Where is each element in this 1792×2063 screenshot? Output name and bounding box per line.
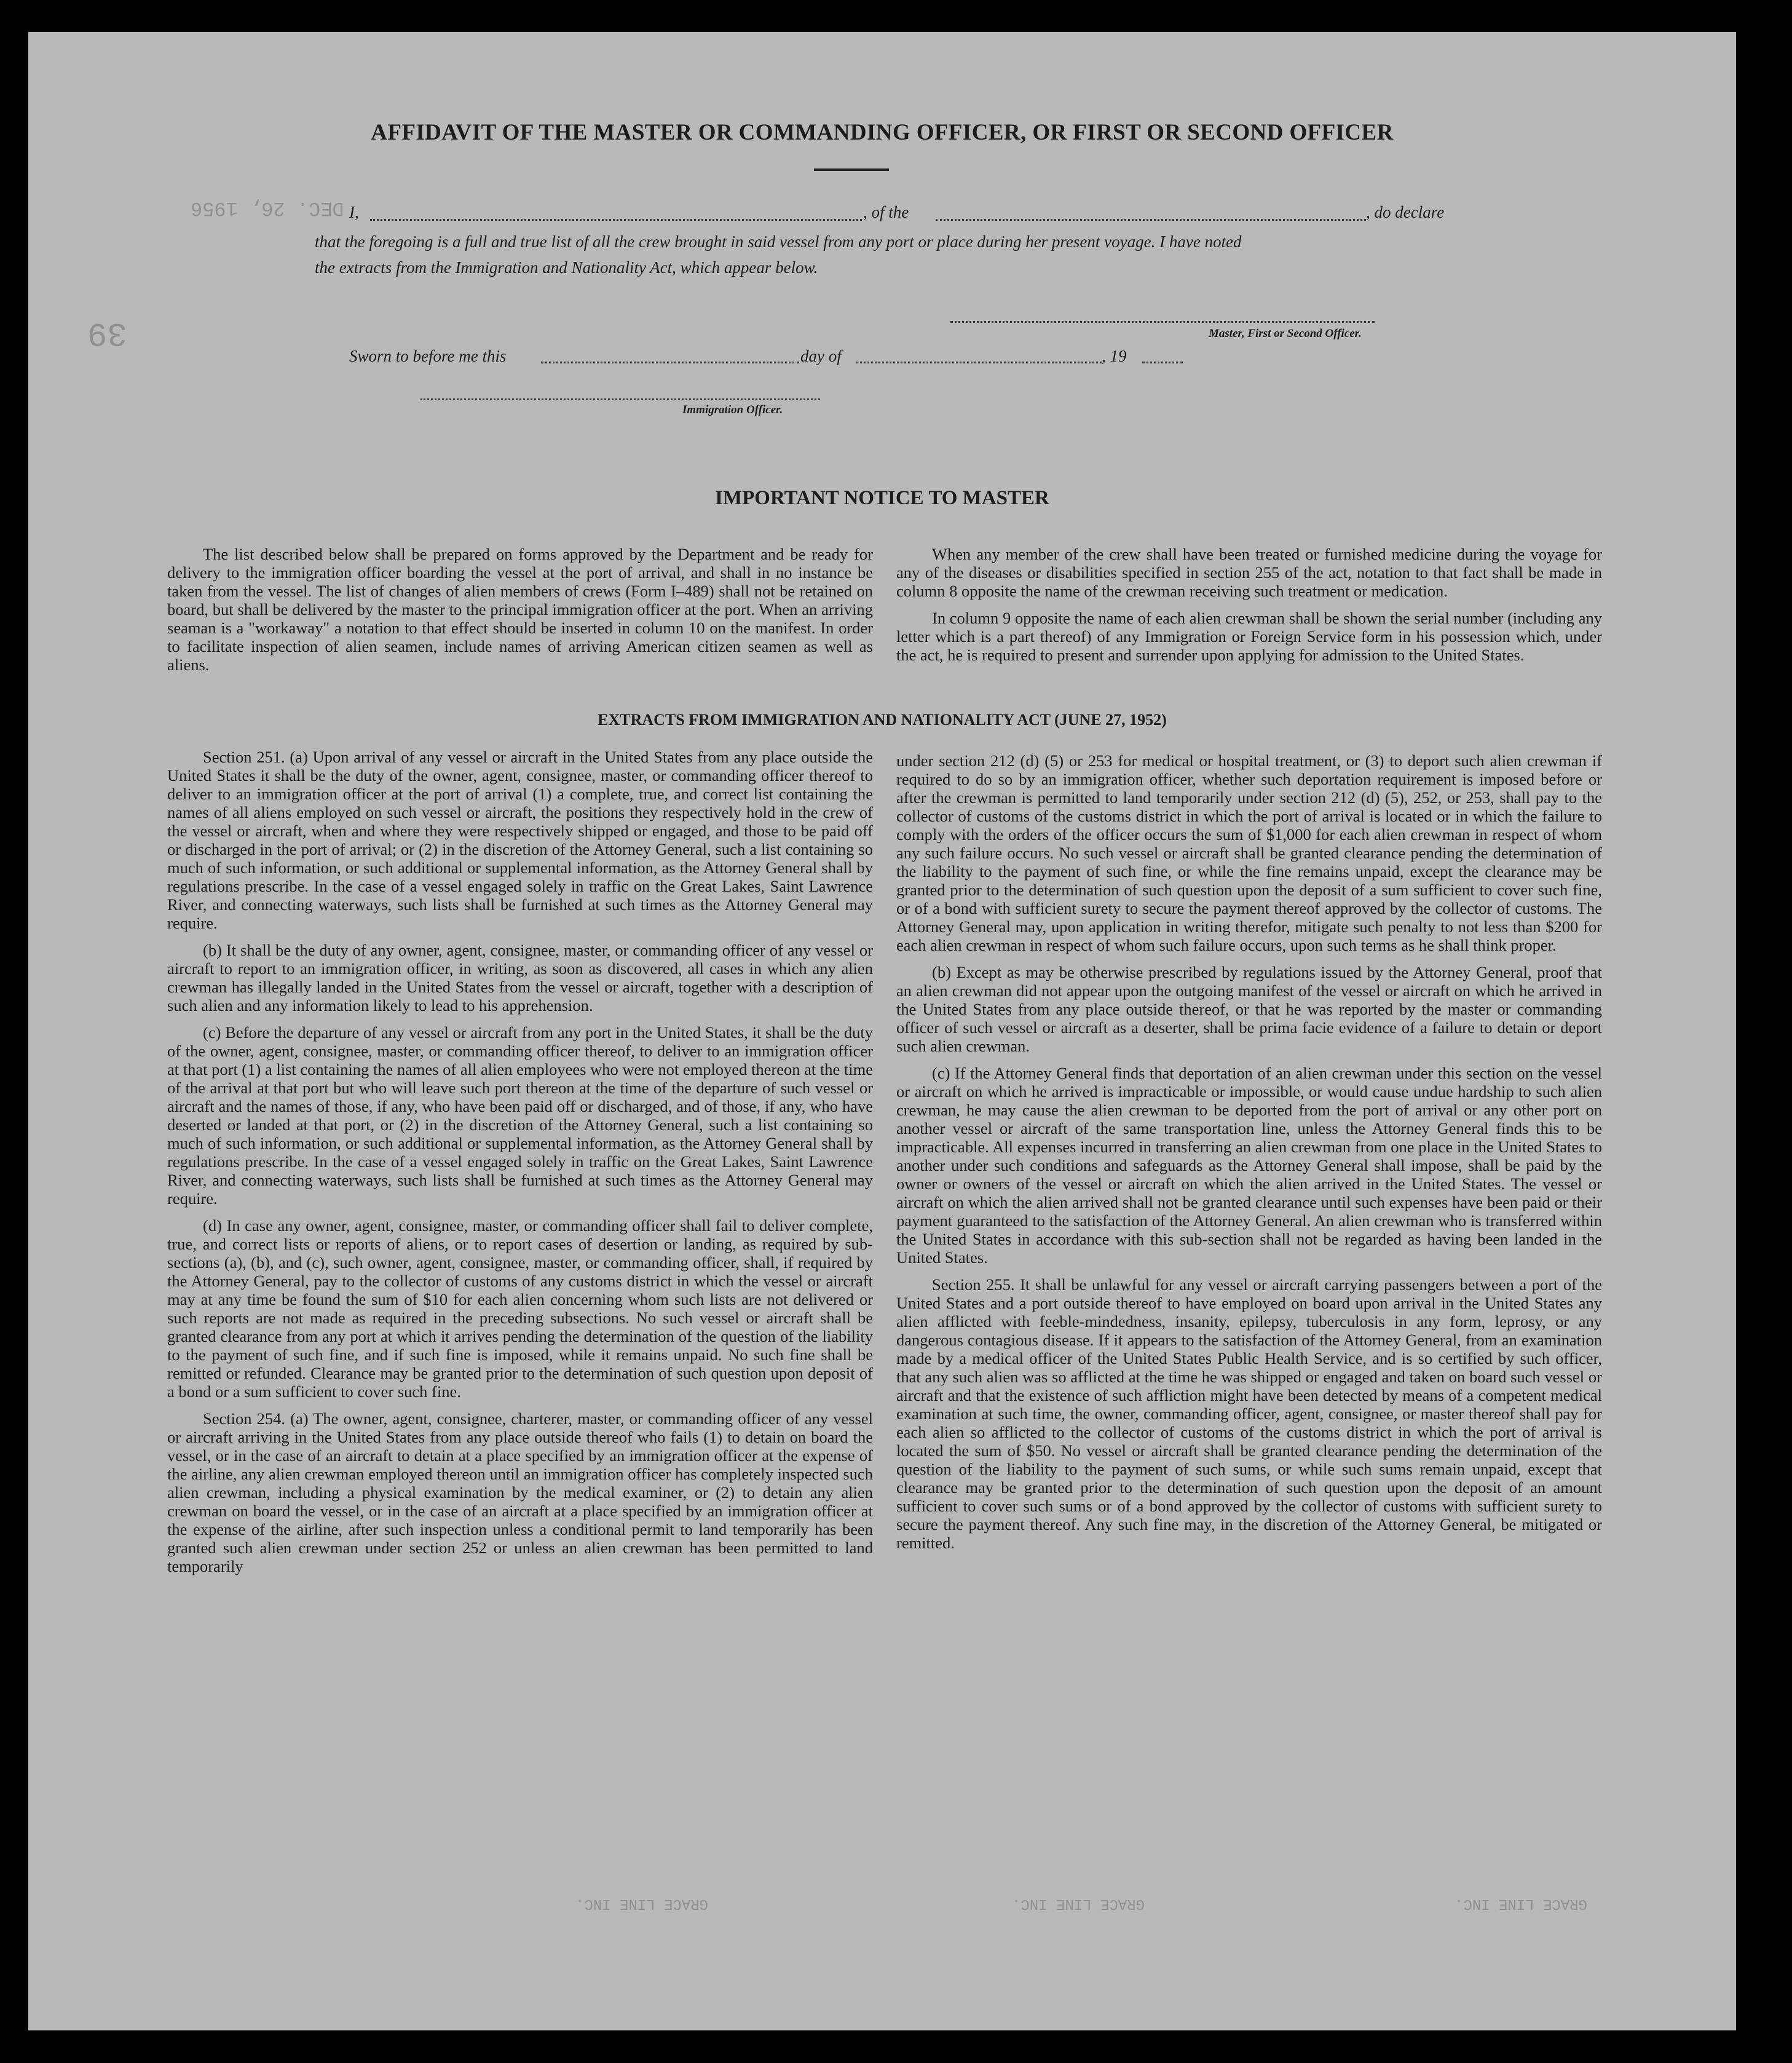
notice-left-column <box>167 545 873 683</box>
declaration-line-2: that the foregoing is a full and true list of all the crew brought in said vessel from any port or place during her present voyage. I have noted <box>315 232 1242 251</box>
section-251b: (b) It shall be the duty of any owner, agent, consignee, master, or commanding officer of any vessel or aircraft to report to an immigration officer, in writing, as soon as discovered, all cases in which any alien crewman has illegally landed in the United States from the vessel or aircraft, together with a description of such alien and any information likely to lead to his apprehension. <box>167 941 873 1015</box>
section-254a-continued: under section 212 (d) (5) or 253 for medical or hospital treatment, or (3) to deport such alien crewman if required to do so by an immigration officer, whether such deportation requirement is imposed before or after the crewman is permitted to land temporarily under section 212 (d) (5), 252, or 253, shall pay to the collector of customs of the customs district in which the port of arrival is located or in which the failure to comply with the orders of the officer occurs the sum of $1,000 for each alien crewman in respect of whom any such failure occurs. No such vessel or aircraft shall be granted clearance pending the determination of the liability to the payment of such fine, or while the fine remains unpaid, except the clearance may be granted prior to the determination of such question upon the deposit of a sum sufficient to cover such fine, or of a bond with sufficient surety to secure the payment thereof approved by the collector of customs. The Attorney General may, upon application in writing therefor, mitigate such penalty to not less than $200 for each alien crewman in respect of whom such failure occurs, upon such terms as he shall think proper. <box>896 751 1602 954</box>
sworn-day-field[interactable] <box>541 362 799 363</box>
name-field[interactable] <box>370 219 862 221</box>
day-of-label: day of <box>800 347 842 365</box>
i-label: I, <box>349 203 359 221</box>
section-254c: (c) If the Attorney General finds that deportation of an alien crewman under this section on the vessel or aircraft on which he arrived is impracticable or impossible, or would cause undue hardship to such alien crewman, he may cause the alien crewman to be deported from the port of arrival or any other port on another vessel or aircraft of the same transportation line, unless the Attorney General finds this to be impracticable. All expenses incurred in transferring an alien crewman from one place in the United States to another under such conditions and safeguards as the Attorney General shall impose, shall be paid by the owner or owners of the vessel or aircraft on which the alien arrived in the United States. The vessel or aircraft on which the alien arrived shall not be granted clearance until such expenses have been paid or their payment guaranteed to the satisfaction of the Attorney General. An alien crewman who is transferred within the United States in accordance with this sub-section shall not be regarded as having been landed in the United States. <box>896 1064 1602 1267</box>
section-255: Section 255. It shall be unlawful for any vessel or aircraft carrying passengers between a port of the United States and a port outside thereof to have employed on board upon arrival in the United States any alien afflicted with feeble-mindedness, insanity, epilepsy, tuberculosis in any form, leprosy, or any dangerous contagious disease. If it appears to the satisfaction of the Attorney General, from an examination made by a medical officer of the United States Public Health Service, and is so certified by such officer, that any such alien was so afflicted at the time he was shipped or engaged and taken on board such vessel or aircraft and that the existence of such affliction might have been detected by means of a competent medical examination at such time, the owner, commanding officer, agent, consignee, or master thereof shall pay for each alien so afflicted to the collector of customs of the customs district in which the port of arrival is located the sum of $50. No vessel or aircraft shall be granted clearance pending the determination of the question of the liability to the payment of such sums, or while such sums remain unpaid, except that clearance may be granted prior to the determination of such question upon the deposit of an amount sufficient to cover such sums or of a bond approved by the collector of customs with sufficient surety to secure the payment thereof. Any such fine may, in the discretion of the Attorney General, be mitigated or remitted. <box>896 1275 1602 1552</box>
sworn-year-field[interactable] <box>1142 362 1183 363</box>
form-sheet <box>28 32 1736 2030</box>
notice-heading: IMPORTANT NOTICE TO MASTER <box>715 487 1049 509</box>
notice-right-paragraph-2: In column 9 opposite the name of each alien crewman shall be shown the serial number (including any letter which is a part thereof) of any Immigration or Foreign Service form in his possession which, under the act, he is required to present and surrender upon applying for admission to the United States. <box>896 609 1602 664</box>
affidavit-title: AFFIDAVIT OF THE MASTER OR COMMANDING OFFICER, OR FIRST OR SECOND OFFICER <box>371 120 1394 145</box>
bleed-date: DEC. 26, 1956 <box>191 197 344 220</box>
vessel-field[interactable] <box>936 219 1366 221</box>
immigration-officer-label: Immigration Officer. <box>682 403 783 416</box>
do-declare-label: , do declare <box>1366 203 1445 221</box>
sworn-label: Sworn to before me this <box>349 347 507 365</box>
section-251a: Section 251. (a) Upon arrival of any vessel or aircraft in the United States from any place outside the United States it shall be the duty of the owner, agent, consignee, master, or commanding officer thereof to deliver to an immigration officer at the port of arrival (1) a complete, true, and correct list containing the names of all aliens employed on such vessel or aircraft, the positions they respectively hold in the crew of the vessel or aircraft, when and where they were respectively shipped or engaged, and those to be paid off or discharged in the port of arrival; or (2) in the discretion of the Attorney General, such a list containing so much of such information, or such additional or supplemental information, as the Attorney General shall by regulations prescribe. In the case of a vessel engaged solely in traffic on the Great Lakes, Saint Lawrence River, and connecting waterways, such lists shall be furnished at such times as the Attorney General may require. <box>167 748 873 932</box>
extracts-right-column <box>896 751 1602 1561</box>
bleed-footer-3: GRACE LINE INC. <box>1455 1895 1588 1912</box>
sworn-month-field[interactable] <box>856 362 1102 363</box>
notice-right-paragraph-1: When any member of the crew shall have been treated or furnished medicine during the voyage for any of the diseases or disabilities specified in section 255 of the act, notation to that fact shall be made in column 8 opposite the name of the crewman receiving such treatment or medication. <box>896 545 1602 600</box>
bleed-footer-2: GRACE LINE INC. <box>1012 1895 1145 1912</box>
section-254b: (b) Except as may be otherwise prescribed by regulations issued by the Attorney General, proof that an alien crewman did not appear upon the outgoing manifest of the vessel or aircraft on which he arrived in the United States from any place outside thereof, or that he was reported by the master or commanding officer of such vessel or aircraft as a deserter, shall be prima facie evidence of a failure to detain or deport such alien crewman. <box>896 963 1602 1055</box>
year-label: , 19 <box>1102 347 1127 365</box>
title-rule <box>814 168 889 171</box>
section-254a: Section 254. (a) The owner, agent, consignee, charterer, master, or commanding officer of any vessel or aircraft arriving in the United States from any place outside thereof who fails (1) to detain on board the vessel, or in the case of an aircraft to detain at a place specified by an immigration officer at the expense of the airline, any alien crewman employed thereon until an immigration officer has completely inspected such alien crewman, including a physical examination by the medical examiner, or (2) to detain any alien crewman on board the vessel, or in the case of an aircraft at a place specified by an immigration officer at the expense of the airline, after such inspection unless a conditional permit to land temporarily has been granted such alien crewman under section 252 or unless an alien crewman has been permitted to land temporarily <box>167 1409 873 1575</box>
declaration-line-3: the extracts from the Immigration and Nationality Act, which appear below. <box>315 258 818 277</box>
notice-right-column <box>896 545 1602 673</box>
immigration-officer-line[interactable] <box>420 398 820 400</box>
notice-left-paragraph: The list described below shall be prepared on forms approved by the Department and be ready for delivery to the immigration officer boarding the vessel at the port of arrival, and shall in no instance be taken from the vessel. The list of changes of alien members of crews (Form I–489) shall not be retained on board, but shall be delivered by the master to the principal immigration officer at the port. When an arriving seaman is a "workaway" a notation to that effect should be inserted in column 10 on the manifest. In order to facilitate inspection of alien seamen, include names of arriving American citizen seamen as well as aliens. <box>167 545 873 674</box>
master-signature-label: Master, First or Second Officer. <box>1209 327 1362 340</box>
extracts-heading: EXTRACTS FROM IMMIGRATION AND NATIONALITY ACT (JUNE 27, 1952) <box>598 711 1167 729</box>
section-251d: (d) In case any owner, agent, consignee, master, or commanding officer shall fail to deliver complete, true, and correct lists or reports of aliens, or to report cases of desertion or landing, as required by sub-sections (a), (b), and (c), such owner, agent, consignee, master, or commanding officer, shall, if required by the Attorney General, pay to the collector of customs of any customs district in which the vessel or aircraft may at any time be found the sum of $10 for each alien concerning whom such lists are not delivered or such reports are not made as required in the preceding subsections. No such vessel or aircraft shall be granted clearance from any port at which it arrives pending the determination of the question of the liability to the payment of such fine, and if such fine is imposed, while it remains unpaid. No such fine shall be remitted or refunded. Clearance may be granted prior to the determination of such question upon deposit of a bond or a sum sufficient to cover such fine. <box>167 1216 873 1401</box>
of-the-label: , of the <box>863 203 909 221</box>
extracts-left-column <box>167 748 873 1584</box>
bleed-footer-1: GRACE LINE INC. <box>575 1895 709 1912</box>
section-251c: (c) Before the departure of any vessel or aircraft from any port in the United States, it shall be the duty of the owner, agent, consignee, master, or commanding officer thereof, to deliver to an immigration officer at that port (1) a list containing the names of all alien employees who were not employed thereon at the time of the arrival at that port but who will leave such port thereon at the time of the departure of such vessel or aircraft and the names of those, if any, who have been paid off or discharged, and of those, if any, who have deserted or landed at that port, or (2) in the discretion of the Attorney General, such a list containing so much of such information, or such additional or supplemental information, as the Attorney General shall by regulations prescribe. In the case of a vessel engaged solely in traffic on the Great Lakes, Saint Lawrence River, and connecting waterways, such lists shall be furnished at such times as the Attorney General may require. <box>167 1023 873 1208</box>
bleed-page-number: 39 <box>87 314 127 351</box>
master-signature-line[interactable] <box>950 321 1375 323</box>
